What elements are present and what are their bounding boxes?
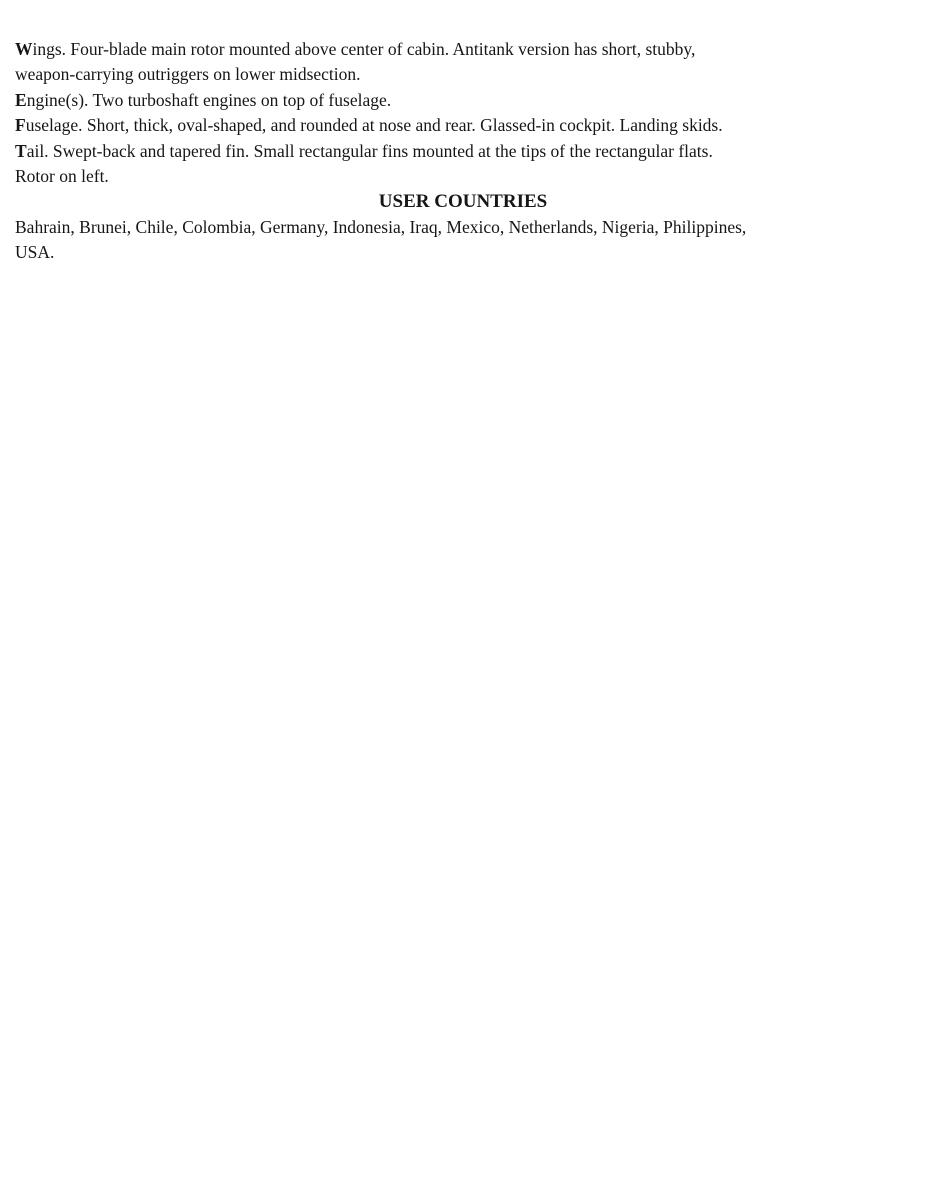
line-text: uselage. Short, thick, oval-shaped, and rounded at nose and rear. Glassed-in cockpit. Landing skids. xyxy=(25,115,723,136)
bold-lead-letter: F xyxy=(15,115,26,136)
spec-engines-paragraph xyxy=(15,88,911,113)
text-line: weapon-carrying outriggers on lower midsection. xyxy=(15,64,361,85)
text-line: Bahrain, Brunei, Chile, Colombia, Germany, Indonesia, Iraq, Mexico, Netherlands, Nigeria, Philippines, xyxy=(15,216,747,237)
bold-lead-letter: W xyxy=(15,39,33,59)
user-countries-heading: USER COUNTRIES xyxy=(378,191,548,213)
text-line xyxy=(15,37,911,62)
text-line xyxy=(15,88,911,113)
line-text: ail. Swept-back and tapered fin. Small rectangular fins mounted at the tips of the rectangular flats. xyxy=(26,140,713,161)
bold-lead-letter: T xyxy=(15,140,27,161)
spec-fuselage-paragraph xyxy=(15,113,911,138)
spec-tail-paragraph xyxy=(15,139,911,190)
text-line: USA. xyxy=(15,242,55,263)
text-line: Rotor on left. xyxy=(15,166,109,187)
text-line xyxy=(15,113,911,138)
text-line xyxy=(15,139,911,164)
bold-lead-letter: E xyxy=(15,89,27,110)
document-page xyxy=(15,37,911,266)
line-text: ngine(s). Two turboshaft engines on top of fuselage. xyxy=(26,89,392,110)
spec-wings-paragraph xyxy=(15,37,911,88)
user-countries-list xyxy=(15,215,911,266)
line-text: ings. Four-blade main rotor mounted above center of cabin. Antitank version has short, stubby, xyxy=(32,39,696,59)
